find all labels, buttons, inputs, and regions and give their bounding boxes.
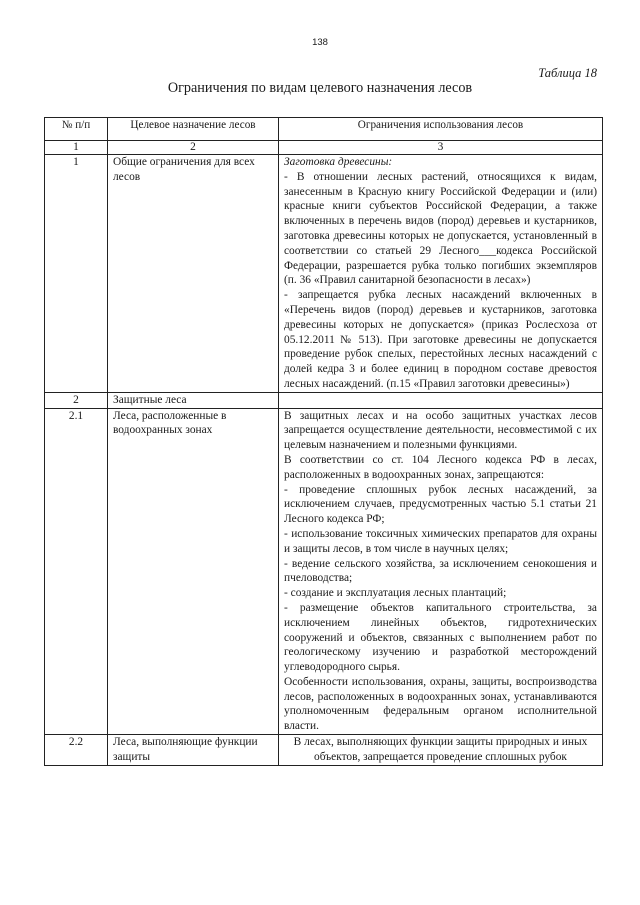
restriction-paragraph: В соответствии со ст. 104 Лесного кодекса РФ в лесах, расположенных в водоохранных зонах, запрещаются: xyxy=(284,453,597,481)
restriction-paragraph: - ведение сельского хозяйства, за исключением сенокошения и пчеловодства; xyxy=(284,557,597,585)
table-row xyxy=(45,392,603,408)
column-number-3: 3 xyxy=(279,141,603,155)
table-row xyxy=(45,408,603,735)
header-purpose: Целевое назначение лесов xyxy=(108,118,279,141)
restriction-paragraph: В защитных лесах и на особо защитных участках лесов запрещается осуществление деятельности, несовместимой с их целевым назначением и полезными функциями. xyxy=(284,409,597,452)
table-label: Таблица 18 xyxy=(538,66,597,80)
restriction-paragraph: - размещение объектов капитального строительства, за исключением линейных объектов, гидротехнических сооружений и объектов, связанных с выполнением работ по геологическому изучению и разработкой месторождений углеводородного сырья. xyxy=(284,601,597,674)
table-row xyxy=(45,155,603,393)
restriction-paragraph: - В отношении лесных растений, относящихся к видам, занесенным в Красную книгу Российской Федерации и (или) красные книги субъектов Российской Федерации, а также включенных в перечень видов (пород) деревьев и кустарников, заготовка древесины которых не допускается, установленный в соответствии со статьей 29 Лесного___кодекса Российской Федерации, разрешается рубка только погибших экземпляров (п. 36 «Правил санитарной безопасности в лесах») xyxy=(284,170,597,287)
row-purpose: Общие ограничения для всех лесов xyxy=(108,155,279,393)
document-title: Ограничения по видам целевого назначения лесов xyxy=(167,80,473,96)
column-number-row xyxy=(45,141,603,155)
restriction-paragraph: В лесах, выполняющих функции защиты природных и иных объектов, запрещается проведение сплошных рубок xyxy=(293,736,588,763)
restriction-paragraph: Особенности использования, охраны, защиты, воспроизводства лесов, расположенных в водоохранных зонах, устанавливаются уполномоченным федеральным органом исполнительной власти. xyxy=(284,675,597,733)
row-number: 2.2 xyxy=(45,735,108,766)
row-restrictions xyxy=(279,735,603,766)
header-restrictions: Ограничения использования лесов xyxy=(279,118,603,141)
restriction-heading: Заготовка древесины: xyxy=(284,156,393,168)
restriction-paragraph: - запрещается рубка лесных насаждений включенных в «Перечень видов (пород) деревьев и кустарников, заготовка древесины которых не допускается» (приказ Рослесхоза от 05.12.2011 № 513). При заготовке древесины не допускается проведение рубок спелых, перестойных лесных насаждений с долей кедра 3 и более единиц в породном составе древостоя лесных насаждений. (п.15 «Правил заготовки древесины») xyxy=(284,289,597,390)
header-number: № п/п xyxy=(45,118,108,141)
table-row xyxy=(45,735,603,766)
row-purpose: Леса, выполняющие функции защиты xyxy=(108,735,279,766)
row-number: 1 xyxy=(45,155,108,393)
row-restrictions-empty xyxy=(279,392,603,408)
row-restrictions xyxy=(279,408,603,735)
page-number: 138 xyxy=(312,37,328,48)
restriction-paragraph: - использование токсичных химических препаратов для охраны и защиты лесов, в том числе в научных целях; xyxy=(284,527,597,555)
column-number-2: 2 xyxy=(108,141,279,155)
row-restrictions xyxy=(279,155,603,393)
restriction-paragraph: - проведение сплошных рубок лесных насаждений, за исключением случаев, предусмотренных частью 5.1 статьи 21 Лесного кодекса РФ; xyxy=(284,483,597,526)
column-number-1: 1 xyxy=(45,141,108,155)
section-heading: Защитные леса xyxy=(108,392,279,408)
restrictions-table xyxy=(44,117,603,766)
row-number: 2 xyxy=(45,392,108,408)
row-number: 2.1 xyxy=(45,408,108,735)
row-purpose: Леса, расположенные в водоохранных зонах xyxy=(108,408,279,735)
table-header-row xyxy=(45,118,603,141)
restriction-paragraph: - создание и эксплуатация лесных плантаций; xyxy=(284,587,507,600)
